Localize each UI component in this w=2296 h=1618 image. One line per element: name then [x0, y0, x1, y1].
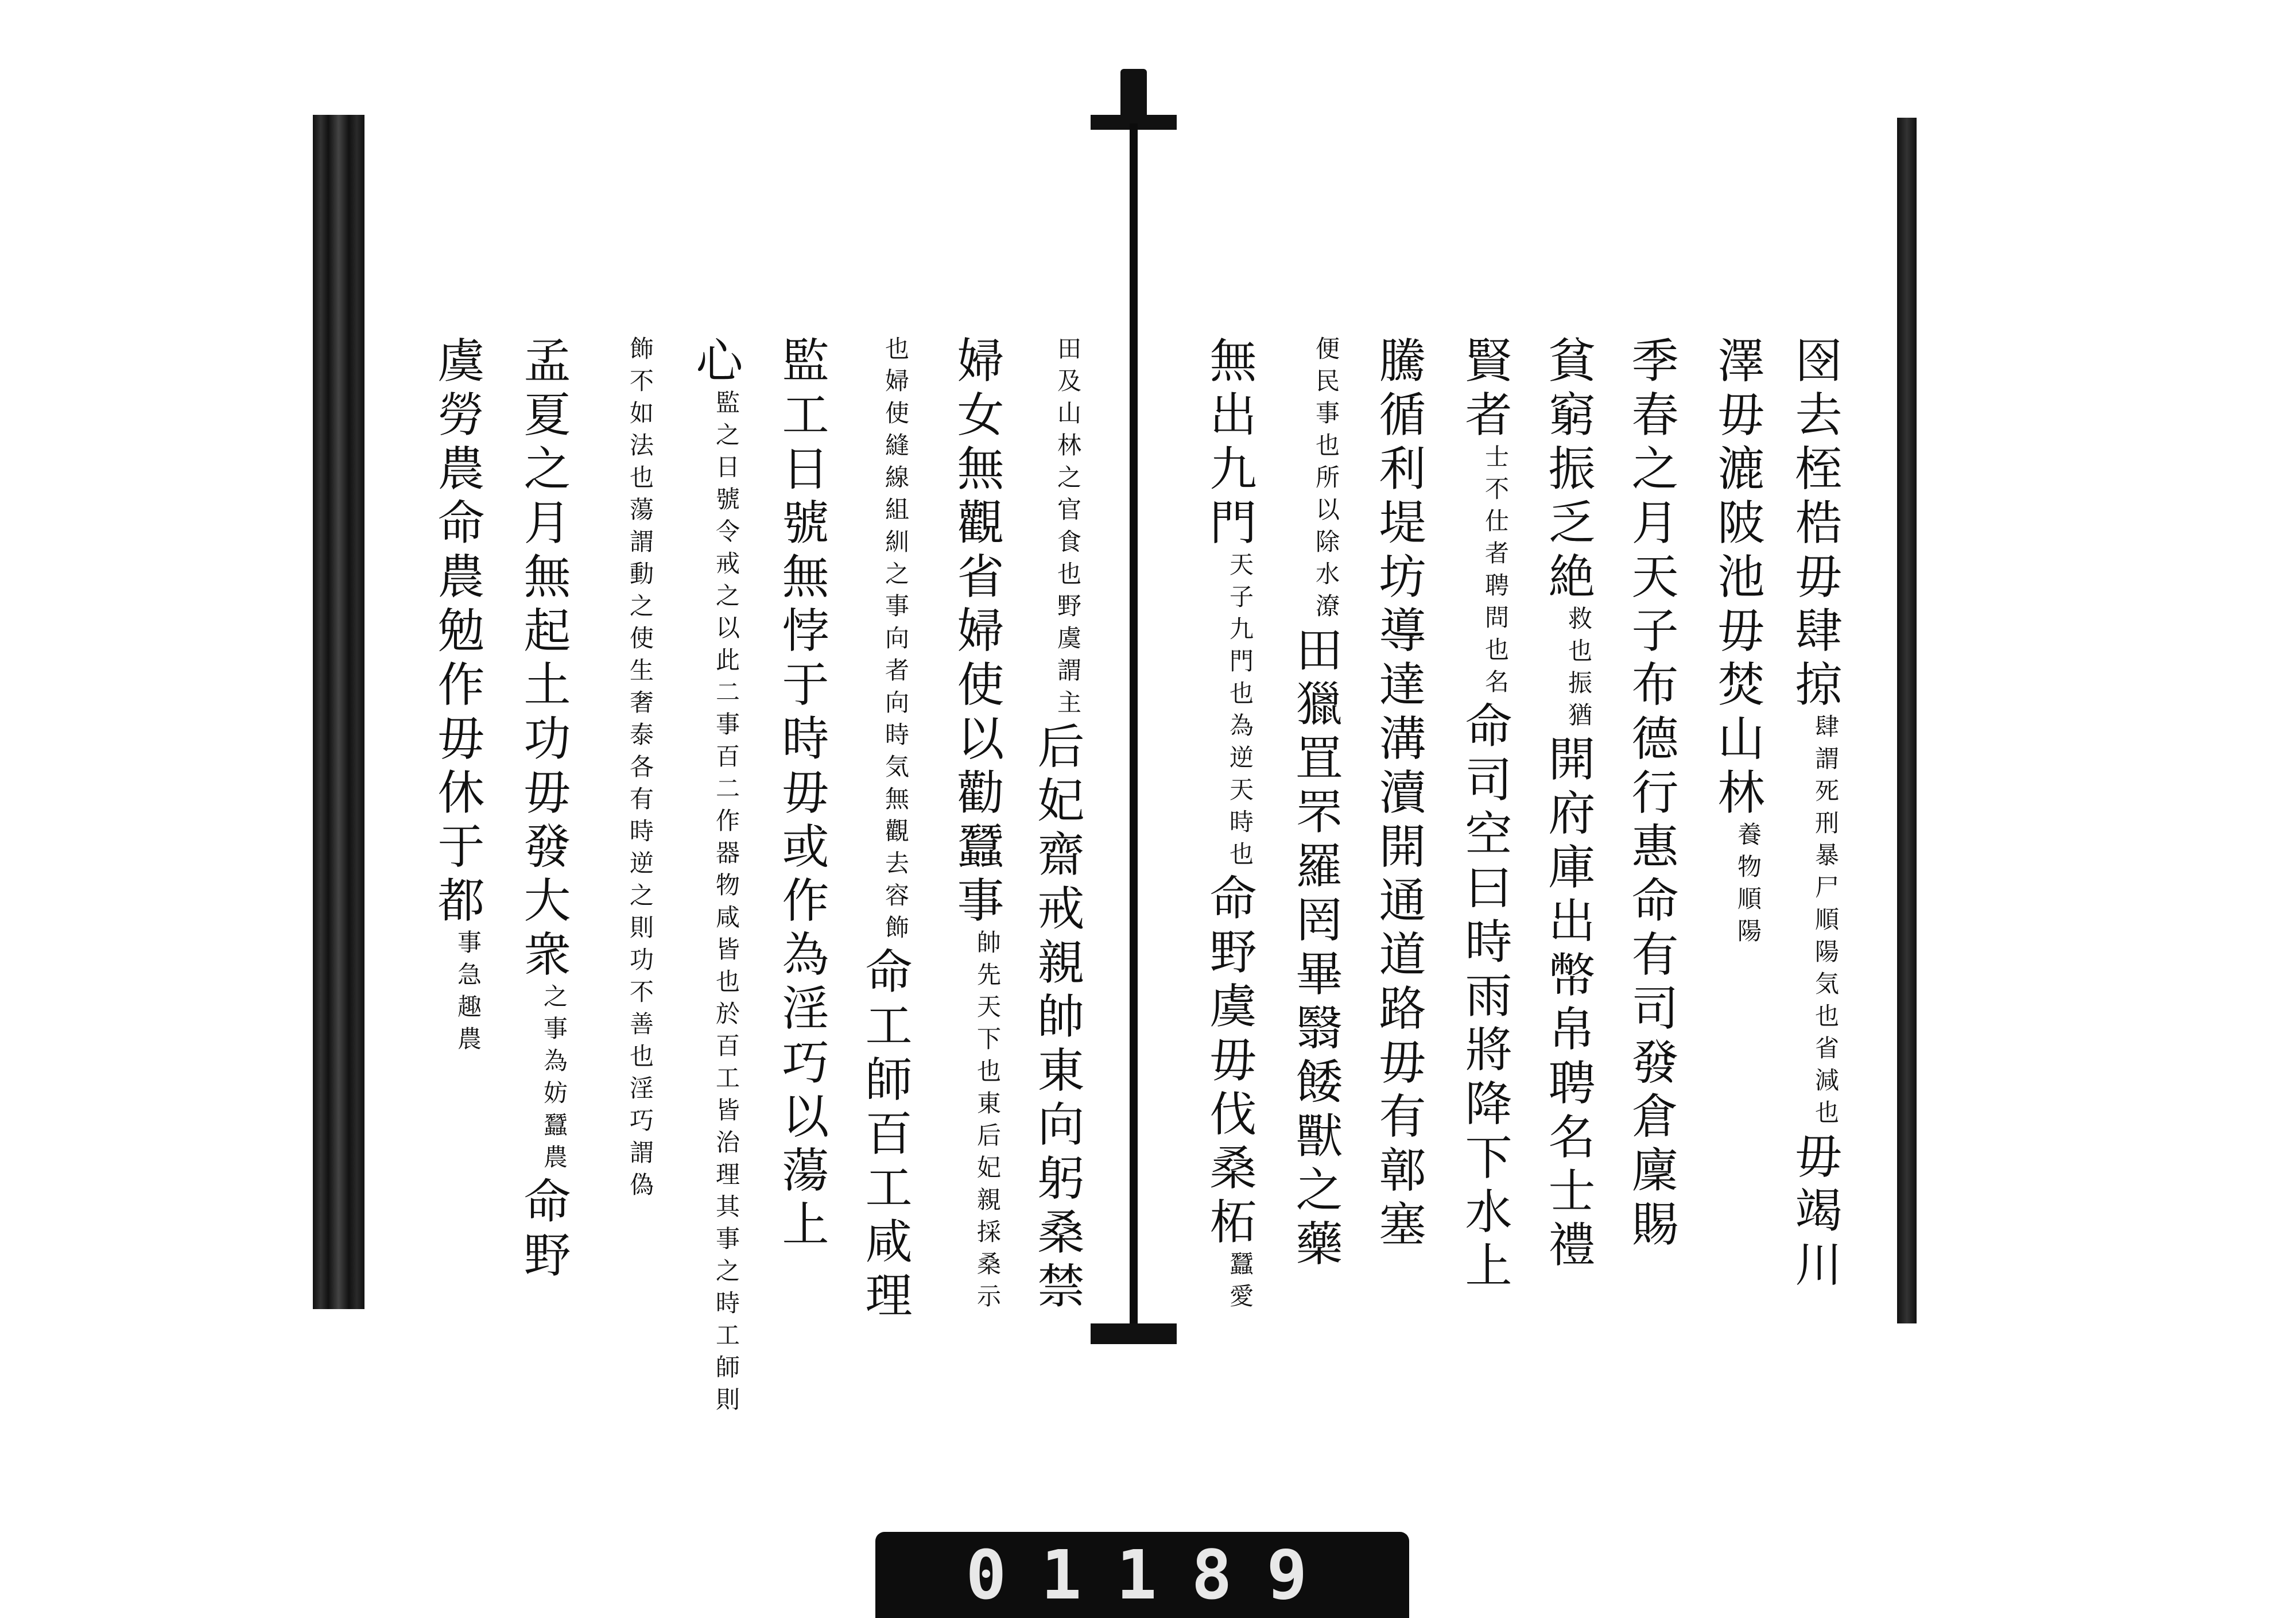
commentary-line-right: 為逆天時也 — [1226, 713, 1254, 873]
main-text: 命工師百工咸理 — [858, 947, 912, 1325]
commentary-note — [1227, 1251, 1252, 1315]
right-page-edge — [1897, 118, 1917, 1323]
commentary-line-left: 之事 — [540, 984, 568, 1048]
commentary-line-right: 咸皆也於百工皆治理其事之時工師則 — [712, 904, 740, 1419]
left-page-edge — [313, 115, 364, 1309]
commentary-line-left: 飾不如法也蕩謂動之使生奢泰 — [626, 336, 654, 754]
center-fold — [1130, 123, 1138, 1329]
text-column — [949, 336, 1004, 1315]
commentary-line-left: 肆謂死刑暴尸 — [1812, 714, 1840, 907]
main-text: 毋竭川 — [1787, 1132, 1842, 1294]
main-text: 貧窮振乏絶 — [1541, 336, 1595, 606]
text-column — [430, 336, 484, 1058]
commentary-line-left: 事 — [454, 930, 482, 962]
main-text: 賢者 — [1457, 336, 1512, 444]
commentary-line-right: 急趣農 — [454, 962, 482, 1058]
main-text: 虞勞農命農勉作毋休于都 — [430, 336, 484, 930]
main-text: 無出九門 — [1202, 336, 1256, 552]
text-column — [688, 336, 743, 1419]
text-column — [1710, 336, 1764, 950]
commentary-note — [627, 336, 653, 1204]
text-column — [774, 336, 829, 1253]
commentary-line-left: 救也 — [1565, 606, 1593, 670]
commentary-note — [1483, 444, 1508, 701]
commentary-line-right: 順陽 — [1734, 886, 1762, 950]
text-column — [516, 336, 571, 1284]
main-text: 命野虞毋伐桑柘 — [1202, 873, 1256, 1251]
commentary-line-left: 田及山林之官 — [1054, 336, 1082, 529]
commentary-line-left: 天子九門也 — [1226, 552, 1254, 713]
commentary-line-right: 聘問也名 — [1481, 572, 1510, 701]
commentary-line-right: 振猶 — [1565, 670, 1593, 734]
commentary-line-right: 順陽気也省減也 — [1812, 907, 1840, 1132]
commentary-line-right: 為妨蠶農 — [540, 1048, 568, 1176]
commentary-note — [1735, 822, 1760, 950]
commentary-note — [1313, 336, 1339, 625]
commentary-line-right: 各有時逆之則功不善也淫巧謂偽 — [626, 754, 654, 1204]
text-column — [1288, 336, 1343, 1273]
commentary-line-right: 愛 — [1226, 1283, 1254, 1315]
commentary-line-left: 也婦使縫線組紃之事 — [882, 336, 910, 625]
text-column — [1624, 336, 1678, 1253]
fold-top-knob — [1120, 69, 1147, 121]
commentary-note — [455, 930, 480, 1058]
commentary-note — [975, 930, 1000, 1315]
commentary-note — [1566, 606, 1591, 734]
commentary-line-left: 養物 — [1734, 822, 1762, 886]
page-number-stamp: 01189 — [875, 1532, 1409, 1618]
main-text: 婦女無觀省婦使以勸蠶事 — [949, 336, 1004, 930]
main-text: 開府庫出幣帛聘名士禮 — [1541, 734, 1595, 1274]
commentary-line-left: 蠶 — [1226, 1251, 1254, 1283]
commentary-note — [1227, 552, 1252, 873]
commentary-line-right: 后妃親採桑示 — [974, 1122, 1002, 1315]
main-text: 心 — [688, 336, 743, 390]
main-text: 后妃齋戒親帥東向躬桑禁 — [1030, 722, 1084, 1315]
text-column — [1457, 336, 1512, 1295]
text-column — [606, 336, 653, 1204]
commentary-line-right: 向者向時気無觀去容飾 — [882, 625, 910, 947]
commentary-line-right: 食也野虞謂主 — [1054, 529, 1082, 722]
commentary-note — [1055, 336, 1080, 722]
main-text: 囹去桎梏毋肆掠 — [1787, 336, 1842, 714]
fold-bottom-cap — [1091, 1323, 1177, 1344]
main-text: 命野 — [516, 1176, 571, 1284]
commentary-line-left: 帥先天下也東 — [974, 930, 1002, 1122]
text-column — [1202, 336, 1256, 1315]
commentary-note — [1813, 714, 1838, 1132]
main-text: 澤毋漉陂池毋焚山林 — [1710, 336, 1764, 822]
text-column — [1030, 336, 1084, 1315]
main-text: 命司空曰時雨將降下水上 — [1457, 701, 1512, 1295]
commentary-line-left: 監之日號令戒之以此二事百二作器物 — [712, 390, 740, 904]
commentary-note — [713, 390, 739, 1419]
main-text: 騰循利堤坊導達溝瀆開通道路毋有鄣塞 — [1371, 336, 1426, 1253]
text-column — [858, 336, 912, 1325]
text-column — [1371, 336, 1426, 1253]
main-text: 季春之月天子布德行惠命有司發倉廩賜 — [1624, 336, 1678, 1253]
commentary-line-left: 士不仕者 — [1481, 444, 1510, 572]
main-text: 監工日號無悖于時毋或作為淫巧以蕩上 — [774, 336, 829, 1253]
text-column — [1541, 336, 1595, 1274]
commentary-note — [883, 336, 908, 947]
text-column — [1787, 336, 1842, 1294]
commentary-note — [541, 984, 567, 1176]
commentary-line-left: 便民事也 — [1312, 336, 1340, 465]
commentary-line-right: 所以除水潦 — [1312, 465, 1340, 625]
main-text: 孟夏之月無起土功毋發大衆 — [516, 336, 571, 984]
main-text: 田獵罝罘羅罔畢翳餧獸之藥 — [1288, 625, 1343, 1273]
